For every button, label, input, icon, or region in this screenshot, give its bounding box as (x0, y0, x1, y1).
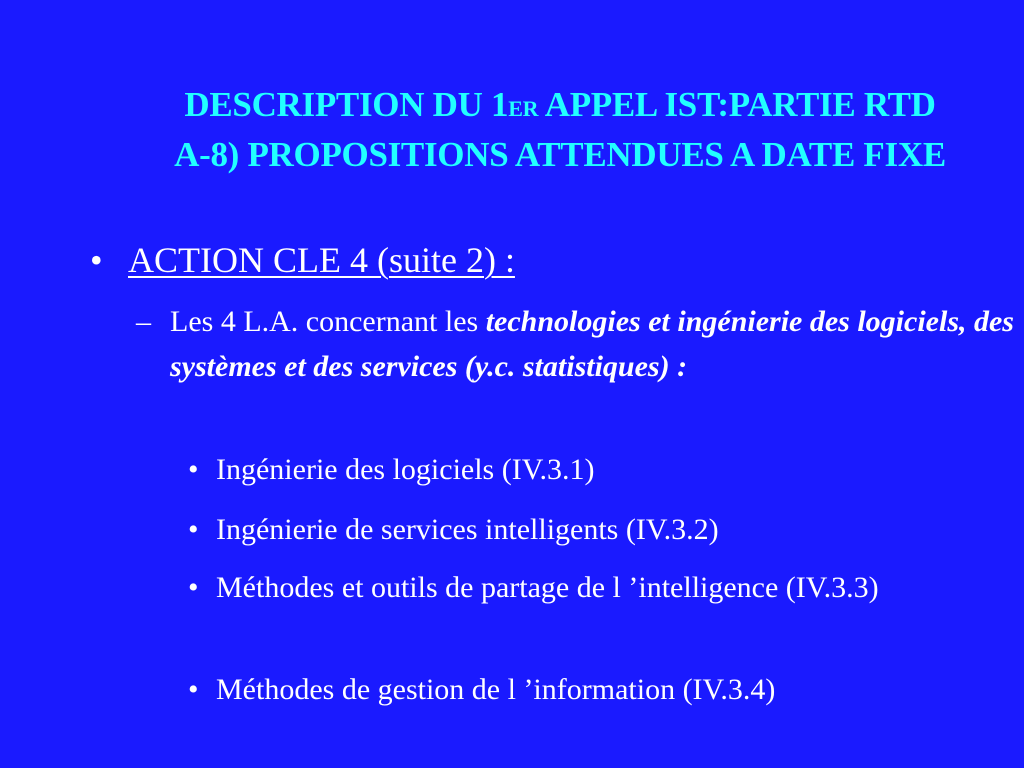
dash-icon: – (136, 305, 151, 338)
title-line-1-prefix: DESCRIPTION DU 1 (184, 85, 509, 124)
sub-item-text: Méthodes et outils de partage de l ’intelligence (IV.3.3) (216, 571, 879, 604)
bullet-icon: • (188, 513, 199, 546)
sub-item-text: Ingénierie de services intelligents (IV.3.2) (216, 513, 719, 546)
bullet-level2-body (170, 299, 1016, 389)
sub-item (188, 568, 978, 614)
bullet-icon: • (188, 453, 199, 486)
bullet-level2 (136, 299, 1016, 389)
title-line-2: A-8) PROPOSITIONS ATTENDUES A DATE FIXE (174, 135, 946, 174)
sub-item (188, 450, 1008, 490)
title-line-1 (60, 82, 1024, 132)
bullet-level2-emphasis: technologies et ingénierie des logiciels, des systèmes et des services (y.c. statistiques) : (170, 305, 1014, 383)
bullet-level2-plain: Les 4 L.A. concernant les (170, 305, 486, 338)
bullet-icon: • (188, 571, 199, 604)
sub-item (188, 670, 1008, 710)
bullet-icon: • (90, 240, 103, 280)
bullet-icon: • (188, 673, 199, 706)
sub-item (188, 510, 1008, 550)
bullet-level1-text: ACTION CLE 4 (suite 2) : (128, 240, 515, 280)
title-line-1-suffix: APPEL IST:PARTIE RTD (538, 85, 936, 124)
sub-item-text: Méthodes de gestion de l ’information (IV.3.4) (216, 673, 776, 706)
title-superscript: ER (508, 96, 539, 121)
bullet-level1 (90, 236, 515, 284)
sub-item-text: Ingénierie des logiciels (IV.3.1) (216, 453, 595, 486)
slide-title (60, 82, 1024, 178)
